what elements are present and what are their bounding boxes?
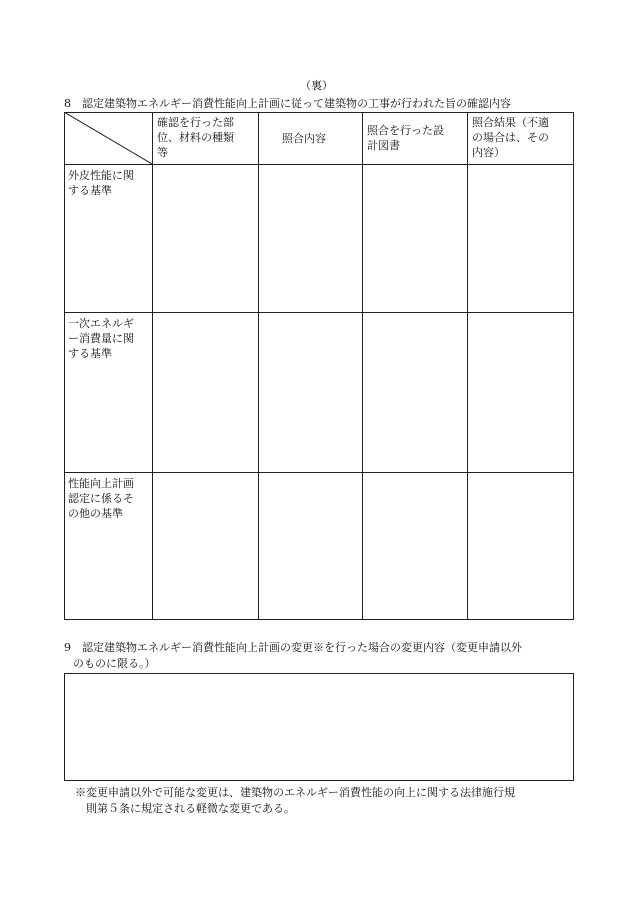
row-label-envelope-performance: 外皮性能に関 する基準 (68, 169, 134, 197)
table-column-divider (362, 112, 363, 620)
back-side-label: （裏） (300, 79, 333, 92)
header-verification-content: 照合内容 (282, 132, 326, 145)
table-column-divider (152, 112, 153, 620)
row-label-other-criteria: 性能向上計画 認定に係るそ の他の基準 (68, 477, 134, 520)
row-label-primary-energy: 一次エネルギ ー消費量に関 する基準 (68, 317, 134, 360)
table-column-divider (258, 112, 259, 620)
header-checked-parts: 確認を行った部 位、材料の種類 等 (157, 116, 234, 159)
section-8-title: 8 認定建築物エネルギー消費性能向上計画に従って建築物の工事が行われた旨の確認内容 (64, 97, 511, 110)
table-column-divider (467, 112, 468, 620)
section-9-title: 9 認定建築物エネルギー消費性能向上計画の変更※を行った場合の変更内容（変更申請以外 (64, 641, 522, 654)
header-corner-diagonal (64, 112, 152, 164)
table-row-divider (64, 312, 574, 313)
section-9-title-continued: のものに限る。） (73, 657, 156, 670)
footnote-line-2: 則第５条に規定される軽微な変更である。 (86, 802, 295, 815)
confirmation-table (64, 112, 574, 620)
footnote-line-1: ※変更申請以外で可能な変更は、建築物のエネルギー消費性能の向上に関する法律施行規 (75, 786, 515, 799)
table-row-divider (64, 164, 574, 165)
header-design-drawings: 照合を行った設 計図書 (367, 124, 444, 152)
change-details-field[interactable] (64, 673, 574, 781)
header-verification-result: 照合結果（不適 の場合は、その 内容） (472, 116, 549, 159)
table-row-divider (64, 472, 574, 473)
